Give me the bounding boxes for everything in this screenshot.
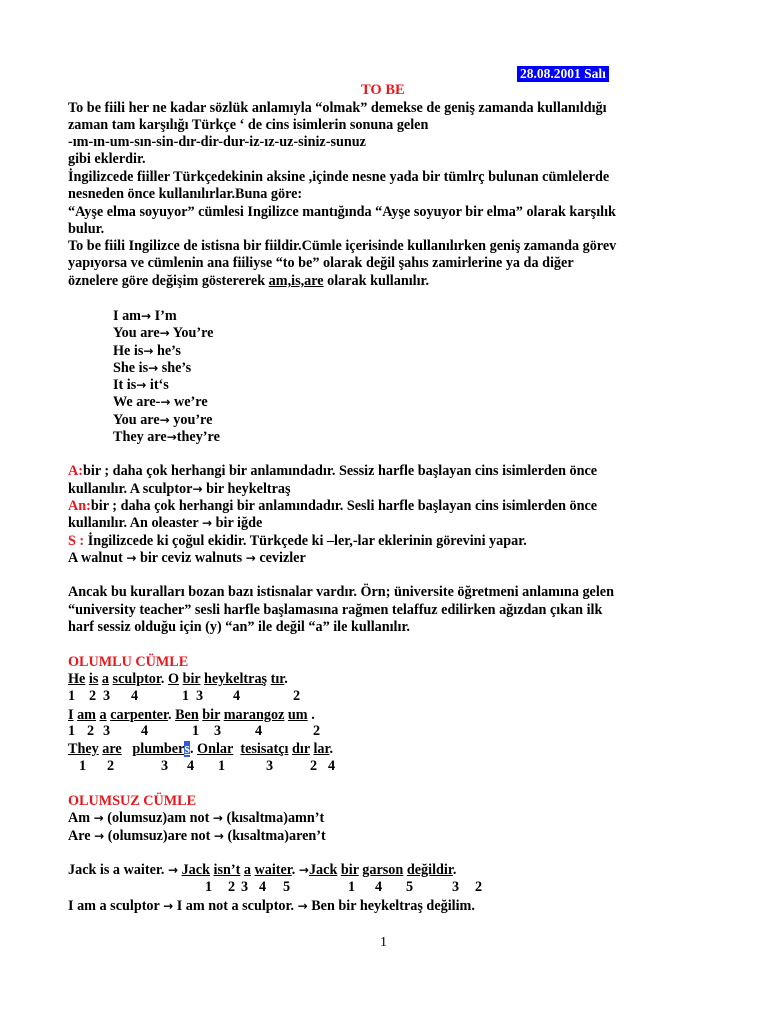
arrow-icon: →: [297, 899, 308, 913]
intro-line: nesneden önce kullanılırlar.Buna göre:: [68, 186, 303, 202]
article-a-label: A:: [68, 463, 83, 479]
intro-line: yapıyorsa ve cümlenin ana fiiliyse “to be” olarak değil şahıs zamirlerine ya da diğer: [68, 255, 574, 271]
short-form: You’re: [172, 325, 214, 342]
conjugation-row: [113, 394, 220, 411]
article-text: kullanılır. An oleaster: [68, 515, 203, 531]
article-an-label: An:: [68, 498, 91, 514]
order-number: 1: [192, 723, 200, 739]
intro-line: “Ayşe elma soyuyor” cümlesi Ingilizce mantığında “Ayşe soyuyor bir elma” olarak karşılık: [68, 204, 616, 220]
word: a: [243, 862, 251, 878]
word: tesisatçı: [240, 741, 289, 757]
conjugation-row: [113, 429, 220, 446]
arrow-icon: →: [212, 811, 223, 825]
order-number: 1: [68, 688, 76, 704]
am-is-are-term: am,is,are: [268, 273, 324, 289]
article-a-line: [68, 463, 597, 480]
order-number: 4: [255, 723, 263, 739]
arrow-icon: →: [148, 360, 159, 375]
intro-line: To be fiili her ne kadar sözlük anlamıyla “olmak” demekse de geniş zamanda kullanıldığı: [68, 100, 607, 116]
article-s-label: S :: [68, 533, 85, 549]
negative-are-line: [68, 828, 326, 845]
text: Are: [68, 828, 95, 844]
example-sentence: [68, 707, 315, 724]
order-number: 2: [475, 879, 483, 895]
order-number: 4: [375, 879, 383, 895]
intro-text: olarak kullanılır.: [323, 273, 430, 289]
article-an-line: [68, 498, 597, 515]
negative-am-line: [68, 810, 324, 827]
word: They: [68, 741, 99, 757]
conjugation-row: [113, 360, 220, 377]
arrow-icon: →: [140, 309, 152, 323]
word: dır: [292, 741, 310, 757]
conjugation-list: [113, 308, 220, 446]
arrow-icon: →: [126, 551, 137, 565]
conjugation-row: [113, 308, 220, 325]
article-text: cevizler: [255, 550, 306, 566]
text: Am: [68, 810, 94, 826]
article-text: bir ; daha çok herhangi bir anlamındadır. Sesli harfle başlayan cins isimlerden önce: [90, 498, 598, 514]
example-sentence: [68, 862, 456, 879]
full-form: You are: [113, 325, 160, 342]
word: carpenter: [110, 707, 168, 723]
order-number: 3: [214, 723, 222, 739]
order-number: 3: [103, 723, 111, 739]
order-number: 5: [406, 879, 414, 895]
arrow-icon: →: [166, 430, 177, 445]
word: I: [68, 707, 74, 723]
word: lar: [313, 741, 330, 757]
word: plumber: [132, 741, 185, 757]
article-text: bir ceviz walnuts: [136, 550, 246, 566]
word: isn’t: [213, 862, 241, 878]
arrow-icon: →: [143, 343, 154, 358]
order-number: 1: [68, 723, 76, 739]
example-sentence: [68, 671, 288, 688]
intro-text: öznelere göre değişim göstererek: [68, 273, 269, 289]
arrow-icon: →: [159, 412, 170, 427]
order-number: 3: [161, 758, 169, 774]
punct: .: [284, 671, 288, 687]
word: Jack: [181, 862, 210, 878]
order-number: 3: [196, 688, 204, 704]
short-form: we’re: [174, 394, 208, 411]
word: değildir: [406, 862, 453, 878]
date-label: 28.08.2001 Salı: [517, 66, 609, 82]
short-form: you’re: [173, 411, 213, 428]
arrow-icon: →: [94, 829, 105, 843]
arrow-icon: →: [202, 516, 213, 530]
article-text: A walnut: [68, 550, 127, 566]
page-number: 1: [380, 935, 387, 950]
word: a: [99, 707, 107, 723]
selected-letter: s: [184, 741, 190, 757]
arrow-icon: →: [136, 378, 147, 393]
order-number: 5: [283, 879, 291, 895]
short-form: he’s: [156, 342, 181, 359]
order-number: 4: [141, 723, 149, 739]
conjugation-row: [113, 377, 220, 394]
article-text: bir heykeltraş: [202, 481, 291, 497]
order-number: 1: [205, 879, 213, 895]
order-number: 3: [266, 758, 274, 774]
order-number: 4: [259, 879, 267, 895]
full-form: They are: [113, 429, 167, 446]
intro-line: zaman tam karşılığı Türkçe ‘ de cins isimlerin sonuna gelen: [68, 117, 429, 133]
order-number: 2: [310, 758, 318, 774]
word: are: [102, 741, 122, 757]
word: marangoz: [223, 707, 285, 723]
arrow-icon: →: [167, 863, 179, 877]
arrow-icon: →: [163, 899, 174, 913]
order-number: 1: [218, 758, 226, 774]
order-number: 1: [182, 688, 190, 704]
article-text: kullanılır. A sculptor: [68, 481, 193, 497]
word: is: [88, 671, 99, 687]
short-form: she’s: [161, 359, 192, 376]
word: O: [168, 671, 180, 687]
text: Ben bir heykeltraş değilim.: [307, 898, 475, 914]
word: bir: [340, 862, 359, 878]
text: Jack is a waiter.: [68, 862, 168, 878]
order-number: 2: [293, 688, 301, 704]
exception-line: “university teacher” sesli harfle başlamasına rağmen telaffuz edilirken ağızdan çıkan ilk: [68, 602, 603, 618]
punct: .: [189, 741, 198, 757]
short-form: I’m: [154, 308, 177, 324]
order-number: 3: [241, 879, 249, 895]
article-text: bir ; daha çok herhangi bir anlamındadır. Sessiz harfle başlayan cins isimlerden önce: [82, 463, 598, 479]
article-an-example: [68, 515, 262, 532]
word: bir: [182, 671, 201, 687]
word: Ben: [175, 707, 199, 723]
conjugation-row: [113, 412, 220, 429]
article-a-example: [68, 481, 291, 498]
article-s-line: [68, 533, 527, 550]
order-number: 1: [348, 879, 356, 895]
exception-line: harf sessiz olduğu için (y) “an” ile değil “a” ile kullanılır.: [68, 619, 410, 635]
full-form: I am: [113, 308, 141, 324]
order-number: 2: [87, 723, 95, 739]
article-text: İngilizcede ki çoğul ekidir. Türkçede ki –ler,-lar eklerinin görevini yapar.: [84, 533, 527, 549]
word: um: [287, 707, 308, 723]
word: heykeltraş: [204, 671, 268, 687]
exception-line: Ancak bu kuralları bozan bazı istisnalar vardır. Örn; üniversite öğretmeni anlamına gelen: [68, 584, 614, 600]
full-form: It is: [113, 377, 137, 394]
arrow-icon: →: [213, 829, 224, 843]
order-number: 2: [228, 879, 236, 895]
intro-line: To be fiili Ingilizce de istisna bir fiildir.Cümle içerisinde kullanılırken geniş zamanda görev: [68, 238, 617, 254]
order-number: 2: [313, 723, 321, 739]
word: am: [77, 707, 96, 723]
text: (kısaltma)amn’t: [222, 810, 325, 826]
word: bir: [202, 707, 221, 723]
order-number: 4: [328, 758, 336, 774]
arrow-icon: →: [298, 863, 309, 877]
example-sentence: [68, 898, 475, 915]
order-number: 1: [79, 758, 87, 774]
intro-line: gibi eklerdir.: [68, 151, 146, 167]
punct: .: [329, 741, 334, 757]
arrow-icon: →: [245, 551, 256, 565]
intro-line: İngilizcede fiiller Türkçedekinin aksine ,içinde nesne yada bir tümlrç bulunan cümlelerde: [68, 169, 610, 185]
article-text: bir iğde: [212, 515, 263, 531]
order-number: 4: [131, 688, 139, 704]
short-form: they’re: [176, 429, 220, 446]
article-s-example: [68, 550, 306, 567]
word: a: [101, 671, 109, 687]
full-form: We are-: [113, 394, 161, 411]
full-form: He is: [113, 342, 144, 359]
word: Jack: [308, 862, 338, 878]
arrow-icon: →: [93, 811, 104, 825]
punct: .: [291, 862, 299, 878]
short-form: it‘s: [149, 377, 169, 394]
olumsuz-heading: OLUMSUZ CÜMLE: [68, 793, 197, 809]
word: garson: [362, 862, 404, 878]
text: (kısaltma)aren’t: [223, 828, 326, 844]
intro-line: [68, 273, 429, 290]
conjugation-row: [113, 325, 220, 342]
intro-line: bulur.: [68, 221, 105, 237]
example-sentence: [68, 741, 333, 758]
olumlu-heading: OLUMLU CÜMLE: [68, 654, 189, 670]
intro-line: -ım-ın-um-sın-sin-dır-dir-dur-iz-ız-uz-siniz-sunuz: [68, 134, 366, 150]
page-title: TO BE: [361, 82, 405, 98]
word: Onlar: [197, 741, 234, 757]
word: tır: [270, 671, 285, 687]
order-number: 3: [103, 688, 111, 704]
order-number: 4: [187, 758, 195, 774]
order-number: 2: [107, 758, 115, 774]
punct: .: [167, 707, 176, 723]
punct: .: [452, 862, 457, 878]
conjugation-row: [113, 343, 220, 360]
order-number: 4: [233, 688, 241, 704]
arrow-icon: →: [160, 395, 171, 410]
text: I am a sculptor: [68, 898, 164, 914]
arrow-icon: →: [192, 482, 203, 496]
text: (olumsuz)are not: [104, 828, 214, 844]
text: I am not a sculptor.: [173, 898, 298, 914]
word: He: [68, 671, 86, 687]
order-number: 2: [89, 688, 97, 704]
arrow-icon: →: [159, 326, 170, 341]
order-number: 3: [452, 879, 460, 895]
punct: .: [307, 707, 315, 723]
word: sculptor: [112, 671, 161, 687]
full-form: You are: [113, 411, 160, 428]
text: (olumsuz)am not: [103, 810, 213, 826]
full-form: She is: [113, 359, 149, 376]
punct: .: [160, 671, 168, 687]
word: waiter: [254, 862, 292, 878]
